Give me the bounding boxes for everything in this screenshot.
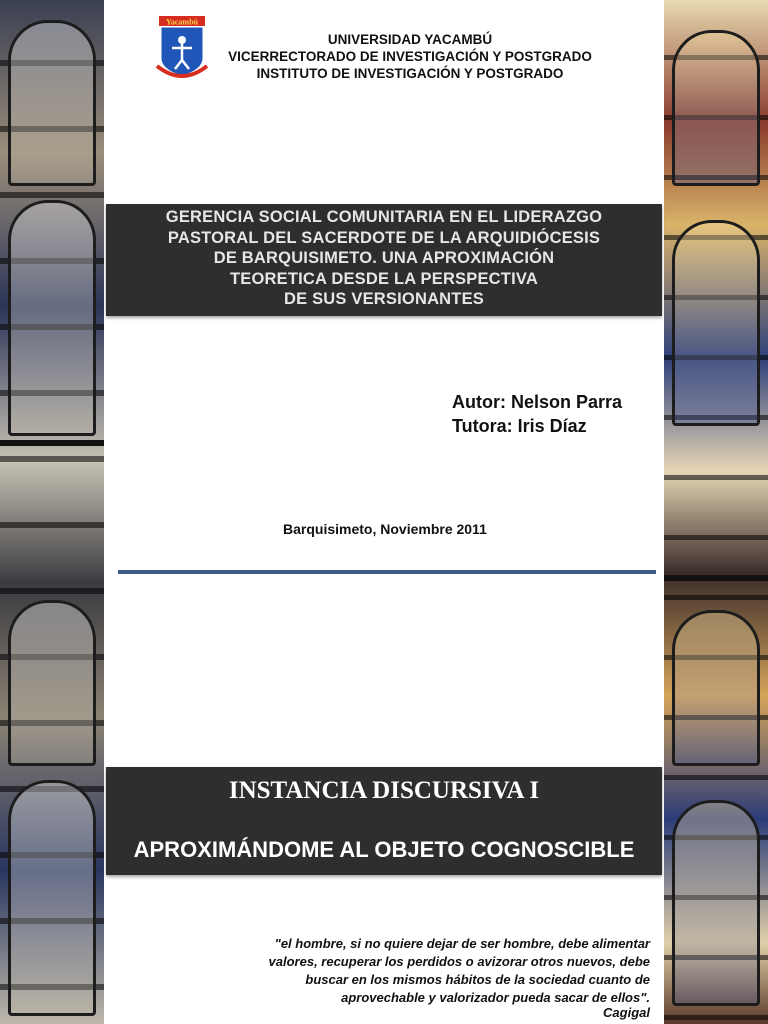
authors-block: [452, 390, 622, 438]
place-date: Barquisimeto, Noviembre 2011: [283, 521, 487, 537]
glass-pane: [8, 20, 96, 186]
stained-glass-right: [664, 0, 768, 1024]
section-band: [106, 767, 662, 875]
glass-pane: [8, 600, 96, 766]
glass-lead: [0, 440, 104, 446]
institution-header: [200, 31, 620, 82]
glass-pane: [8, 200, 96, 436]
glass-pane: [672, 800, 760, 1006]
thesis-title: GERENCIA SOCIAL COMUNITARIA EN EL LIDERAZGO PASTORAL DEL SACERDOTE DE LA ARQUIDIÓCESIS DE BARQUISIMETO. UNA APROXIMACIÓN TEORETICA DESDE LA PERSPECTIVA DE SUS VERSIONANTES: [165, 208, 603, 308]
author-line: Autor: Nelson Parra: [452, 392, 623, 412]
section-subheading: APROXIMÁNDOME AL OBJETO COGNOSCIBLE: [133, 837, 635, 862]
glass-pane: [672, 610, 760, 766]
glass-pane: [672, 220, 760, 426]
glass-pane: [672, 30, 760, 186]
institute-name: INSTITUTO DE INVESTIGACIÓN Y POSTGRADO: [256, 66, 564, 81]
stained-glass-left: [0, 0, 104, 1024]
epigraph-quote: "el hombre, si no quiere dejar de ser hombre, debe alimentar valores, recuperar los perdidos o avizorar otros nuevos, debe buscar en los mismos hábitos de la sociedad cuanto de aprovechable y valorizador pueda sacar de ellos".: [268, 936, 650, 1005]
title-band: [106, 204, 662, 316]
section-heading: INSTANCIA DISCURSIVA I: [228, 777, 540, 804]
logo-text: Yacambú: [165, 17, 199, 27]
glass-lead: [664, 575, 768, 581]
glass-pane: [8, 780, 96, 1016]
university-name: UNIVERSIDAD YACAMBÚ: [327, 32, 493, 47]
vice-rectorate-name: VICERRECTORADO DE INVESTIGACIÓN Y POSTGRADO: [228, 49, 592, 64]
tutor-line: Tutora: Iris Díaz: [452, 416, 587, 436]
quote-author: Cagigal: [603, 1005, 650, 1020]
blue-divider: [118, 570, 656, 574]
